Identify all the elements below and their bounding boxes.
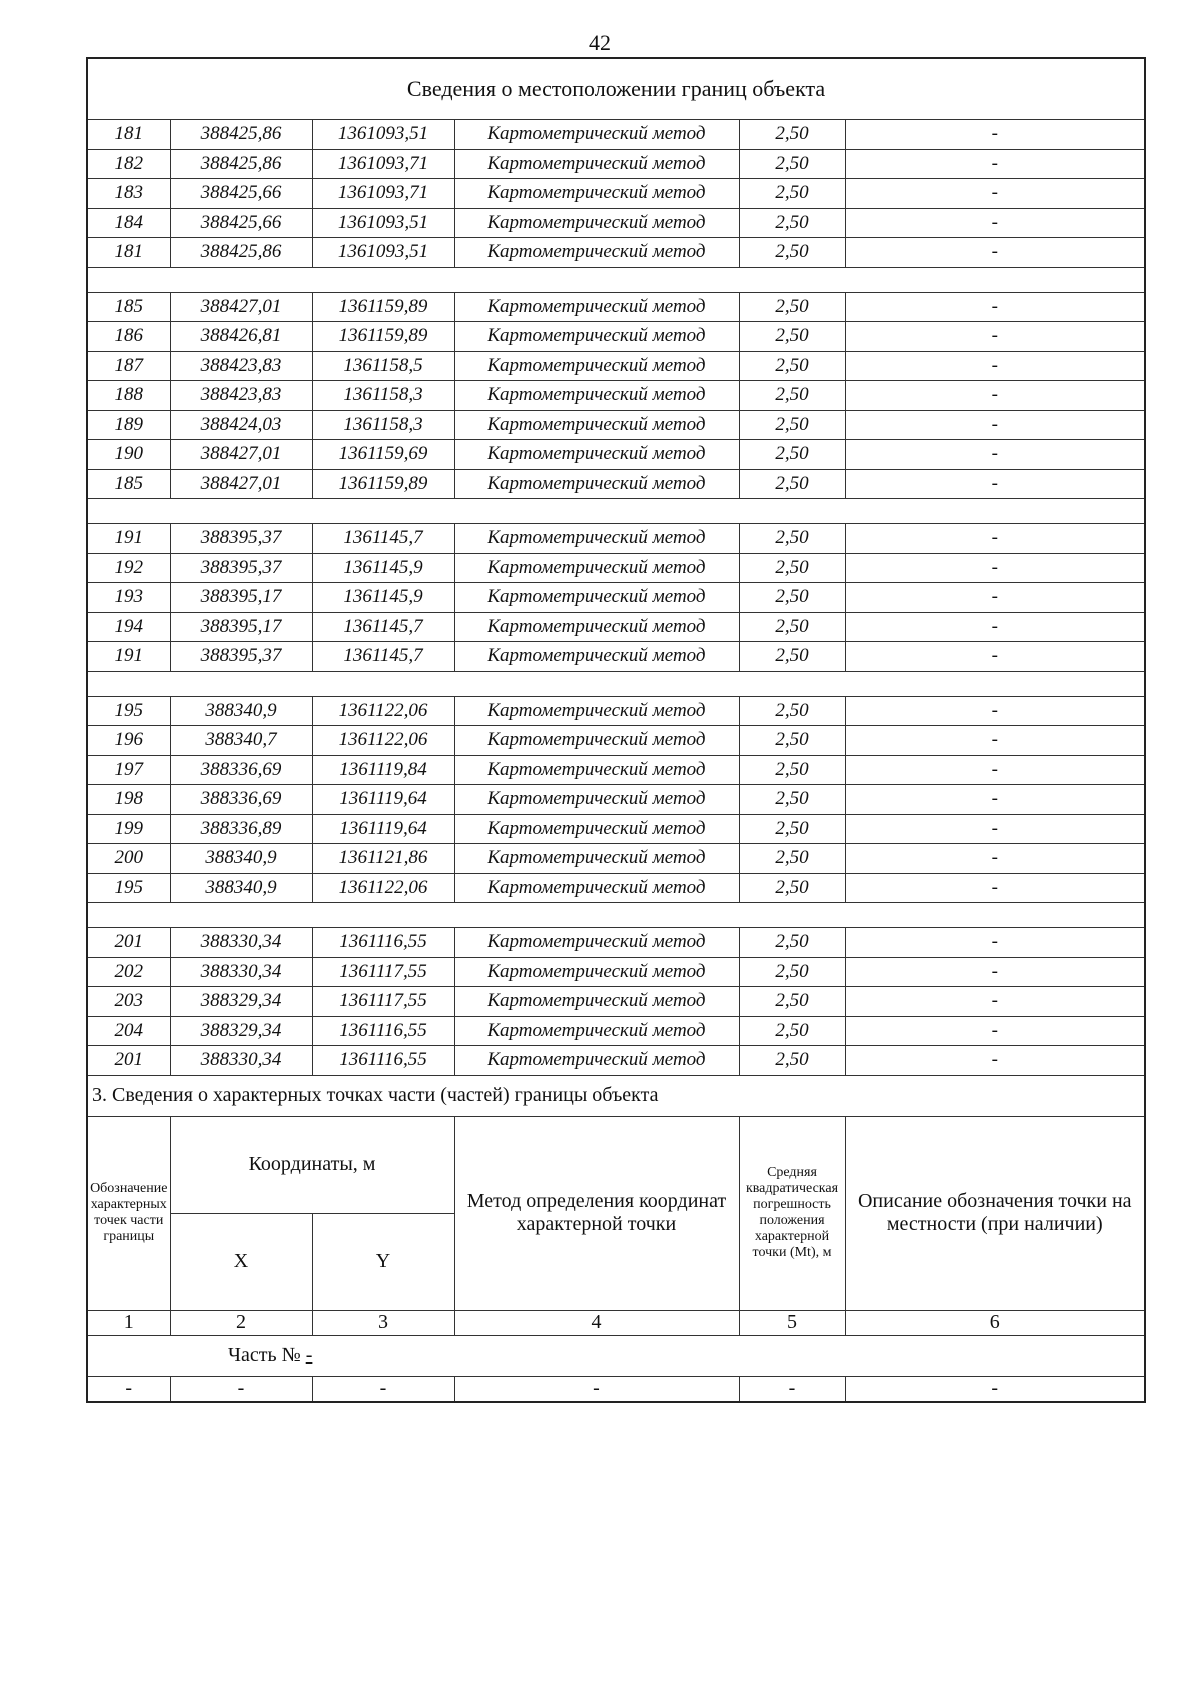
table-row [87, 726, 1145, 756]
description-cell: - [845, 873, 1145, 903]
point-number-cell: 202 [87, 957, 170, 987]
method-cell: Картометрический метод [454, 755, 739, 785]
description-cell: - [845, 785, 1145, 815]
description-cell: - [845, 381, 1145, 411]
y-coordinate-cell: 1361116,55 [312, 928, 454, 958]
point-number-cell: 185 [87, 469, 170, 499]
header-accuracy: Средняя квадратическая погрешность положения характерной точки (Mt), м [739, 1116, 845, 1310]
method-cell: Картометрический метод [454, 149, 739, 179]
table-row [87, 179, 1145, 209]
point-number-cell: 198 [87, 785, 170, 815]
method-cell: Картометрический метод [454, 928, 739, 958]
group-separator-row [87, 267, 1145, 292]
y-coordinate-cell: 1361119,64 [312, 785, 454, 815]
boundary-table [86, 57, 1146, 1403]
point-number-cell: 186 [87, 322, 170, 352]
column-number: 6 [845, 1310, 1145, 1335]
y-coordinate-cell: 1361145,9 [312, 553, 454, 583]
table-row [87, 381, 1145, 411]
section3-header-row-1 [87, 1116, 1145, 1213]
y-coordinate-cell: 1361093,71 [312, 149, 454, 179]
part-value: - [305, 1344, 313, 1366]
table-row [87, 351, 1145, 381]
point-number-cell: 187 [87, 351, 170, 381]
x-coordinate-cell: 388395,37 [170, 642, 312, 672]
section2-title: Сведения о местоположении границ объекта [87, 58, 1145, 120]
x-coordinate-cell: 388340,9 [170, 873, 312, 903]
accuracy-cell: 2,50 [739, 814, 845, 844]
column-number: 2 [170, 1310, 312, 1335]
accuracy-cell: 2,50 [739, 292, 845, 322]
header-x: X [170, 1213, 312, 1310]
y-coordinate-cell: 1361119,84 [312, 755, 454, 785]
table-row [87, 873, 1145, 903]
method-cell: Картометрический метод [454, 524, 739, 554]
table-row [87, 1016, 1145, 1046]
table-row [87, 1046, 1145, 1076]
method-cell: Картометрический метод [454, 987, 739, 1017]
point-number-cell: 190 [87, 440, 170, 470]
point-number-cell: 191 [87, 524, 170, 554]
table-row [87, 410, 1145, 440]
table-row [87, 785, 1145, 815]
accuracy-cell: 2,50 [739, 957, 845, 987]
description-cell: - [845, 583, 1145, 613]
x-coordinate-cell: 388336,69 [170, 755, 312, 785]
accuracy-cell: 2,50 [739, 553, 845, 583]
description-cell: - [845, 149, 1145, 179]
column-number: 5 [739, 1310, 845, 1335]
empty-cell: - [87, 1376, 170, 1402]
table-row [87, 696, 1145, 726]
table-row [87, 814, 1145, 844]
y-coordinate-cell: 1361093,51 [312, 208, 454, 238]
y-coordinate-cell: 1361116,55 [312, 1016, 454, 1046]
table-row [87, 928, 1145, 958]
y-coordinate-cell: 1361158,3 [312, 410, 454, 440]
accuracy-cell: 2,50 [739, 726, 845, 756]
empty-cell: - [845, 1376, 1145, 1402]
method-cell: Картометрический метод [454, 726, 739, 756]
x-coordinate-cell: 388340,7 [170, 726, 312, 756]
y-coordinate-cell: 1361122,06 [312, 873, 454, 903]
point-number-cell: 203 [87, 987, 170, 1017]
accuracy-cell: 2,50 [739, 583, 845, 613]
description-cell: - [845, 524, 1145, 554]
method-cell: Картометрический метод [454, 469, 739, 499]
description-cell: - [845, 612, 1145, 642]
x-coordinate-cell: 388427,01 [170, 292, 312, 322]
x-coordinate-cell: 388329,34 [170, 987, 312, 1017]
y-coordinate-cell: 1361145,7 [312, 642, 454, 672]
method-cell: Картометрический метод [454, 957, 739, 987]
description-cell: - [845, 238, 1145, 268]
part-row [87, 1335, 1145, 1376]
y-coordinate-cell: 1361093,51 [312, 238, 454, 268]
empty-cell: - [739, 1376, 845, 1402]
group-separator [87, 671, 1145, 696]
x-coordinate-cell: 388340,9 [170, 844, 312, 874]
x-coordinate-cell: 388426,81 [170, 322, 312, 352]
description-cell: - [845, 814, 1145, 844]
y-coordinate-cell: 1361119,64 [312, 814, 454, 844]
y-coordinate-cell: 1361117,55 [312, 987, 454, 1017]
header-coordinates: Координаты, м [170, 1116, 454, 1213]
method-cell: Картометрический метод [454, 238, 739, 268]
table-row [87, 957, 1145, 987]
y-coordinate-cell: 1361145,7 [312, 612, 454, 642]
point-number-cell: 195 [87, 873, 170, 903]
x-coordinate-cell: 388336,89 [170, 814, 312, 844]
accuracy-cell: 2,50 [739, 524, 845, 554]
y-coordinate-cell: 1361158,5 [312, 351, 454, 381]
method-cell: Картометрический метод [454, 553, 739, 583]
x-coordinate-cell: 388330,34 [170, 1046, 312, 1076]
x-coordinate-cell: 388330,34 [170, 928, 312, 958]
x-coordinate-cell: 388423,83 [170, 381, 312, 411]
accuracy-cell: 2,50 [739, 351, 845, 381]
method-cell: Картометрический метод [454, 440, 739, 470]
description-cell: - [845, 696, 1145, 726]
method-cell: Картометрический метод [454, 1016, 739, 1046]
method-cell: Картометрический метод [454, 351, 739, 381]
header-point-designation: Обозначение характерных точек части границы [87, 1116, 170, 1310]
description-cell: - [845, 1016, 1145, 1046]
point-number-cell: 204 [87, 1016, 170, 1046]
point-number-cell: 189 [87, 410, 170, 440]
method-cell: Картометрический метод [454, 583, 739, 613]
group-separator-row [87, 671, 1145, 696]
column-number: 1 [87, 1310, 170, 1335]
accuracy-cell: 2,50 [739, 238, 845, 268]
x-coordinate-cell: 388427,01 [170, 440, 312, 470]
empty-cell: - [454, 1376, 739, 1402]
description-cell: - [845, 928, 1145, 958]
description-cell: - [845, 755, 1145, 785]
accuracy-cell: 2,50 [739, 987, 845, 1017]
point-number-cell: 195 [87, 696, 170, 726]
method-cell: Картометрический метод [454, 322, 739, 352]
method-cell: Картометрический метод [454, 179, 739, 209]
point-number-cell: 183 [87, 179, 170, 209]
y-coordinate-cell: 1361145,7 [312, 524, 454, 554]
point-number-cell: 199 [87, 814, 170, 844]
method-cell: Картометрический метод [454, 381, 739, 411]
point-number-cell: 191 [87, 642, 170, 672]
accuracy-cell: 2,50 [739, 1046, 845, 1076]
accuracy-cell: 2,50 [739, 642, 845, 672]
empty-cell: - [170, 1376, 312, 1402]
point-number-cell: 184 [87, 208, 170, 238]
table-row [87, 524, 1145, 554]
y-coordinate-cell: 1361121,86 [312, 844, 454, 874]
description-cell: - [845, 987, 1145, 1017]
accuracy-cell: 2,50 [739, 873, 845, 903]
x-coordinate-cell: 388395,37 [170, 524, 312, 554]
accuracy-cell: 2,50 [739, 322, 845, 352]
description-cell: - [845, 553, 1145, 583]
accuracy-cell: 2,50 [739, 179, 845, 209]
table-row [87, 149, 1145, 179]
page-number: 42 [589, 30, 611, 55]
accuracy-cell: 2,50 [739, 928, 845, 958]
accuracy-cell: 2,50 [739, 120, 845, 150]
point-number-cell: 197 [87, 755, 170, 785]
part-label: Часть № [228, 1344, 301, 1366]
method-cell: Картометрический метод [454, 642, 739, 672]
description-cell: - [845, 208, 1145, 238]
y-coordinate-cell: 1361145,9 [312, 583, 454, 613]
header-y: Y [312, 1213, 454, 1310]
method-cell: Картометрический метод [454, 292, 739, 322]
accuracy-cell: 2,50 [739, 785, 845, 815]
method-cell: Картометрический метод [454, 1046, 739, 1076]
y-coordinate-cell: 1361093,51 [312, 120, 454, 150]
point-number-cell: 196 [87, 726, 170, 756]
section3-title-row [87, 1075, 1145, 1116]
table-row [87, 238, 1145, 268]
accuracy-cell: 2,50 [739, 696, 845, 726]
description-cell: - [845, 642, 1145, 672]
table-row [87, 322, 1145, 352]
y-coordinate-cell: 1361159,89 [312, 292, 454, 322]
x-coordinate-cell: 388425,86 [170, 238, 312, 268]
method-cell: Картометрический метод [454, 120, 739, 150]
description-cell: - [845, 726, 1145, 756]
x-coordinate-cell: 388395,17 [170, 612, 312, 642]
y-coordinate-cell: 1361122,06 [312, 696, 454, 726]
accuracy-cell: 2,50 [739, 844, 845, 874]
y-coordinate-cell: 1361093,71 [312, 179, 454, 209]
point-number-cell: 181 [87, 238, 170, 268]
y-coordinate-cell: 1361159,69 [312, 440, 454, 470]
x-coordinate-cell: 388425,66 [170, 179, 312, 209]
point-number-cell: 182 [87, 149, 170, 179]
table-row [87, 120, 1145, 150]
accuracy-cell: 2,50 [739, 469, 845, 499]
method-cell: Картометрический метод [454, 785, 739, 815]
method-cell: Картометрический метод [454, 814, 739, 844]
accuracy-cell: 2,50 [739, 208, 845, 238]
point-number-cell: 192 [87, 553, 170, 583]
x-coordinate-cell: 388425,86 [170, 149, 312, 179]
section3-title: 3. Сведения о характерных точках части (частей) границы объекта [87, 1075, 1145, 1116]
x-coordinate-cell: 388425,66 [170, 208, 312, 238]
table-row [87, 583, 1145, 613]
accuracy-cell: 2,50 [739, 755, 845, 785]
table-row [87, 612, 1145, 642]
method-cell: Картометрический метод [454, 208, 739, 238]
y-coordinate-cell: 1361159,89 [312, 469, 454, 499]
table-row [87, 469, 1145, 499]
point-number-cell: 193 [87, 583, 170, 613]
y-coordinate-cell: 1361117,55 [312, 957, 454, 987]
header-description: Описание обозначения точки на местности (при наличии) [845, 1116, 1145, 1310]
table-row [87, 642, 1145, 672]
description-cell: - [845, 351, 1145, 381]
method-cell: Картометрический метод [454, 844, 739, 874]
method-cell: Картометрический метод [454, 696, 739, 726]
x-coordinate-cell: 388395,37 [170, 553, 312, 583]
y-coordinate-cell: 1361158,3 [312, 381, 454, 411]
point-number-cell: 185 [87, 292, 170, 322]
point-number-cell: 201 [87, 928, 170, 958]
table-row [87, 553, 1145, 583]
x-coordinate-cell: 388423,83 [170, 351, 312, 381]
x-coordinate-cell: 388340,9 [170, 696, 312, 726]
table-row [87, 755, 1145, 785]
column-number: 4 [454, 1310, 739, 1335]
description-cell: - [845, 1046, 1145, 1076]
description-cell: - [845, 322, 1145, 352]
table-row [87, 292, 1145, 322]
x-coordinate-cell: 388425,86 [170, 120, 312, 150]
x-coordinate-cell: 388424,03 [170, 410, 312, 440]
x-coordinate-cell: 388330,34 [170, 957, 312, 987]
column-number: 3 [312, 1310, 454, 1335]
group-separator-row [87, 903, 1145, 928]
table-row [87, 987, 1145, 1017]
group-separator [87, 499, 1145, 524]
description-cell: - [845, 957, 1145, 987]
method-cell: Картометрический метод [454, 612, 739, 642]
description-cell: - [845, 469, 1145, 499]
x-coordinate-cell: 388336,69 [170, 785, 312, 815]
point-number-cell: 181 [87, 120, 170, 150]
accuracy-cell: 2,50 [739, 149, 845, 179]
point-number-cell: 188 [87, 381, 170, 411]
accuracy-cell: 2,50 [739, 440, 845, 470]
point-number-cell: 200 [87, 844, 170, 874]
description-cell: - [845, 410, 1145, 440]
description-cell: - [845, 120, 1145, 150]
description-cell: - [845, 292, 1145, 322]
accuracy-cell: 2,50 [739, 410, 845, 440]
y-coordinate-cell: 1361122,06 [312, 726, 454, 756]
group-separator [87, 903, 1145, 928]
group-separator-row [87, 499, 1145, 524]
section2-title-row [87, 58, 1145, 120]
accuracy-cell: 2,50 [739, 612, 845, 642]
column-number-row [87, 1310, 1145, 1335]
x-coordinate-cell: 388395,17 [170, 583, 312, 613]
y-coordinate-cell: 1361159,89 [312, 322, 454, 352]
accuracy-cell: 2,50 [739, 381, 845, 411]
table-row [87, 208, 1145, 238]
point-number-cell: 194 [87, 612, 170, 642]
point-number-cell: 201 [87, 1046, 170, 1076]
empty-cell: - [312, 1376, 454, 1402]
x-coordinate-cell: 388329,34 [170, 1016, 312, 1046]
header-method: Метод определения координат характерной точки [454, 1116, 739, 1310]
description-cell: - [845, 440, 1145, 470]
method-cell: Картометрический метод [454, 873, 739, 903]
description-cell: - [845, 179, 1145, 209]
y-coordinate-cell: 1361116,55 [312, 1046, 454, 1076]
description-cell: - [845, 844, 1145, 874]
group-separator [87, 267, 1145, 292]
table-row [87, 440, 1145, 470]
x-coordinate-cell: 388427,01 [170, 469, 312, 499]
table-row [87, 844, 1145, 874]
method-cell: Картометрический метод [454, 410, 739, 440]
part-label-cell [87, 1335, 1145, 1376]
part-empty-row [87, 1376, 1145, 1402]
accuracy-cell: 2,50 [739, 1016, 845, 1046]
